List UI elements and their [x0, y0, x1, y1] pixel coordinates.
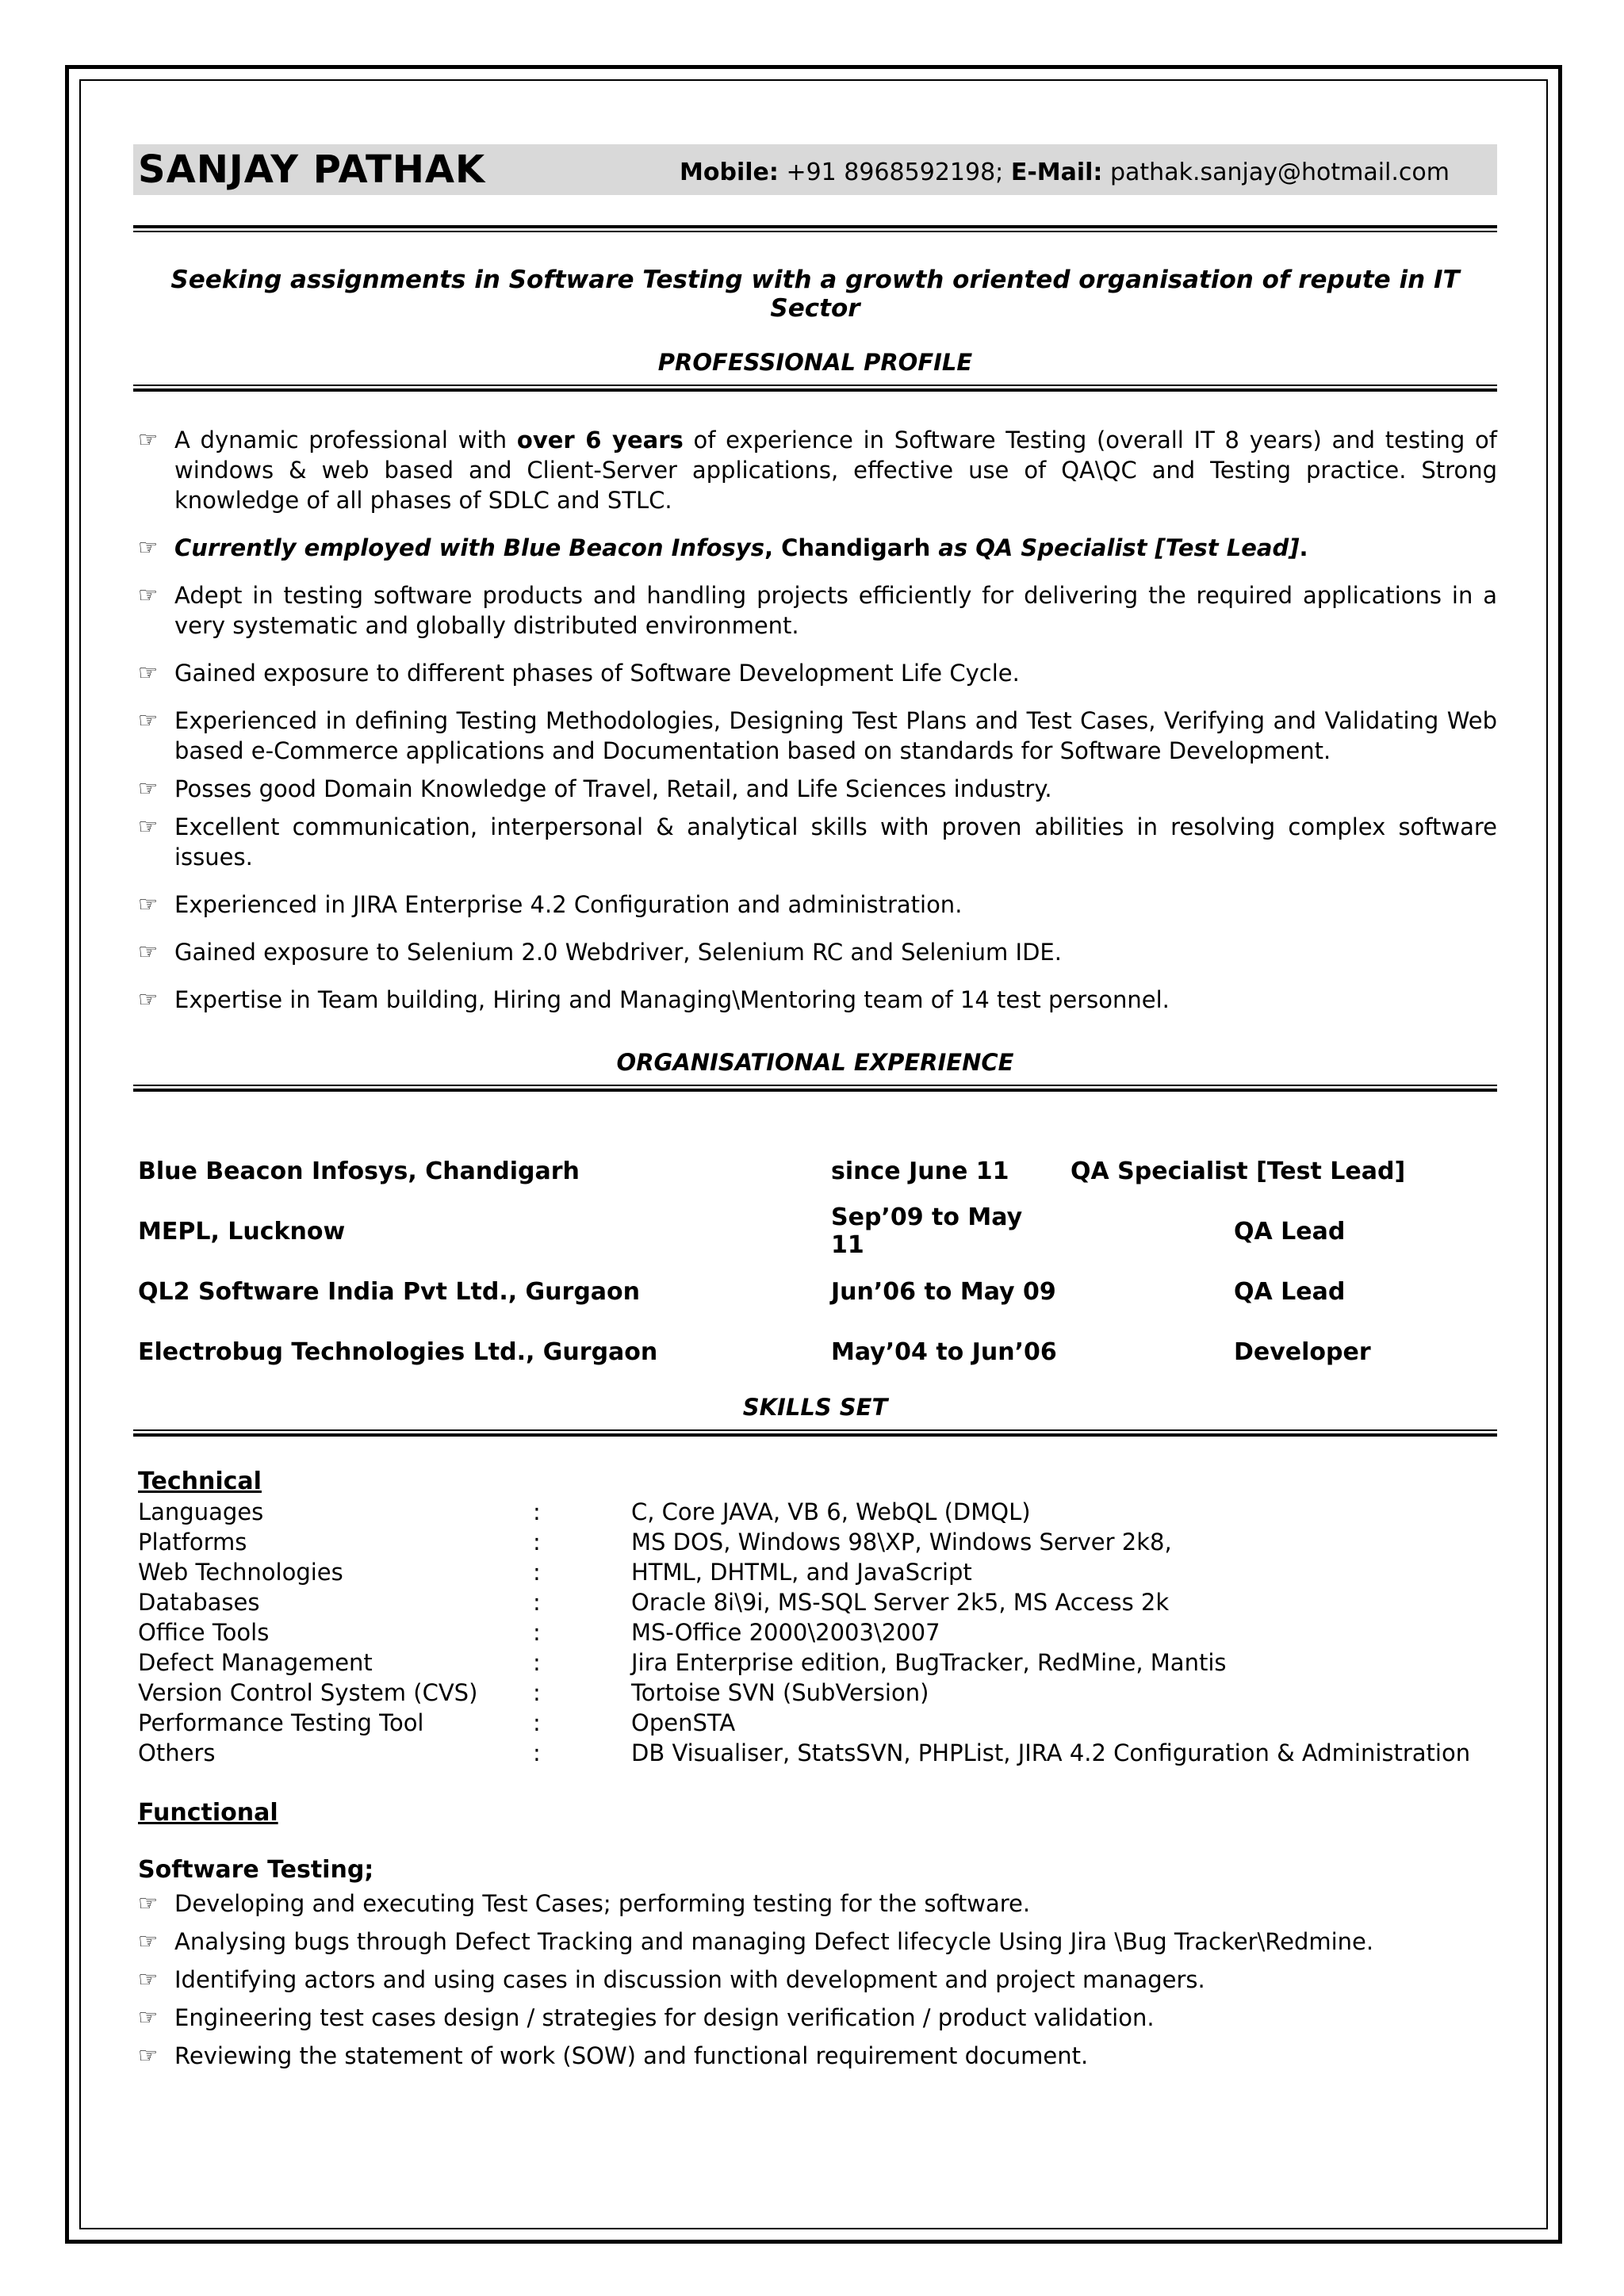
experience-table — [133, 1141, 1497, 1382]
job-role: QA Specialist [Test Lead] — [1071, 1157, 1406, 1185]
profile-divider — [133, 385, 1497, 392]
email-label: E-Mail: — [1010, 159, 1103, 186]
candidate-name: SANJAY PATHAK — [138, 147, 486, 192]
header-divider — [133, 225, 1497, 232]
software-testing-heading: Software Testing; — [138, 1856, 374, 1884]
table-row: Databases : Oracle 8i\9i, MS-SQL Server 2k5, MS Access 2k — [138, 1589, 1170, 1616]
list-item: ☞ Analysing bugs through Defect Tracking and managing Defect lifecycle Using Jira \Bug Tracker\Redmine. — [138, 1928, 1374, 1955]
functional-list — [133, 1888, 1497, 2071]
pointing-hand-icon: ☞ — [138, 1890, 159, 1916]
section-title-skills: SKILLS SET — [742, 1394, 888, 1421]
list-item: ☞ A dynamic professional with over 6 years of experience in Software Testing (overall IT 8 years) and testing of windows & web based and Client-Server applications, effective use of QA\QC and Testing practice. Strong knowledge of all phases of SDLC and STLC. — [138, 427, 1497, 514]
job-role: QA Lead — [1234, 1217, 1346, 1246]
email-address: pathak.sanjay@hotmail.com — [1109, 159, 1450, 186]
table-row: Office Tools : MS-Office 2000\2003\2007 — [138, 1619, 940, 1646]
list-item: ☞ Reviewing the statement of work (SOW) and functional requirement document. — [138, 2042, 1089, 2069]
skills-divider — [133, 1429, 1497, 1437]
employment-period: May’04 to Jun’06 — [831, 1337, 1057, 1366]
pointing-hand-icon: ☞ — [138, 891, 159, 917]
pointing-hand-icon: ☞ — [138, 582, 159, 608]
section-title-experience: ORGANISATIONAL EXPERIENCE — [616, 1049, 1014, 1076]
pointing-hand-icon: ☞ — [138, 813, 159, 840]
company-name: QL2 Software India Pvt Ltd., Gurgaon — [138, 1277, 641, 1306]
pointing-hand-icon: ☞ — [138, 2042, 159, 2068]
experience-divider — [133, 1085, 1497, 1092]
list-item: ☞ Gained exposure to Selenium 2.0 Webdriver, Selenium RC and Selenium IDE. — [138, 939, 1062, 966]
list-item: ☞ Experienced in defining Testing Methodologies, Designing Test Plans and Test Cases, Verifying and Validating Web based e-Commerce applications and Documentation based on standards for Software Development. — [138, 707, 1497, 764]
pointing-hand-icon: ☞ — [138, 1928, 159, 1954]
table-row — [133, 1322, 1497, 1382]
company-name: Blue Beacon Infosys, Chandigarh — [138, 1157, 580, 1185]
table-row: Languages : C, Core JAVA, VB 6, WebQL (DMQL) — [138, 1498, 1031, 1525]
list-item: ☞ Identifying actors and using cases in discussion with development and project managers. — [138, 1966, 1205, 1993]
list-item: ☞ Experienced in JIRA Enterprise 4.2 Configuration and administration. — [138, 891, 963, 918]
table-row: Version Control System (CVS) : Tortoise SVN (SubVersion) — [138, 1679, 929, 1706]
table-row: Platforms : MS DOS, Windows 98\XP, Windows Server 2k8, — [138, 1529, 1172, 1556]
list-item: ☞ Expertise in Team building, Hiring and Managing\Mentoring team of 14 test personnel. — [138, 986, 1170, 1013]
table-row: Web Technologies : HTML, DHTML, and JavaScript — [138, 1559, 972, 1586]
list-item: ☞ Gained exposure to different phases of Software Development Life Cycle. — [138, 660, 1020, 687]
table-row — [133, 1261, 1497, 1322]
mobile-number: +91 8968592198; — [786, 159, 1004, 186]
resume-content — [133, 144, 1497, 2071]
section-title-profile: PROFESSIONAL PROFILE — [657, 349, 973, 376]
pointing-hand-icon: ☞ — [138, 2004, 159, 2030]
pointing-hand-icon: ☞ — [138, 427, 159, 453]
table-row: Performance Testing Tool : OpenSTA — [138, 1709, 736, 1736]
pointing-hand-icon: ☞ — [138, 1966, 159, 1992]
profile-list — [133, 425, 1497, 1015]
list-item: ☞ Excellent communication, interpersonal & analytical skills with proven abilities in resolving complex software issues. — [138, 813, 1497, 871]
pointing-hand-icon: ☞ — [138, 707, 159, 733]
pointing-hand-icon: ☞ — [138, 939, 159, 965]
employment-period: Sep’09 to May 11 — [831, 1203, 1023, 1259]
table-row: Defect Management : Jira Enterprise edition, BugTracker, RedMine, Mantis — [138, 1649, 1227, 1676]
list-item: ☞ Posses good Domain Knowledge of Travel, Retail, and Life Sciences industry. — [138, 775, 1052, 802]
employment-period: Jun’06 to May 09 — [831, 1277, 1056, 1306]
table-row — [133, 1201, 1497, 1261]
resume-header — [133, 144, 1497, 195]
list-item: ☞ Engineering test cases design / strategies for design verification / product validation. — [138, 2004, 1155, 2031]
list-item: ☞ Currently employed with Blue Beacon Infosys, Chandigarh as QA Specialist [Test Lead]. — [138, 534, 1308, 561]
career-objective: Seeking assignments in Software Testing with a growth oriented organisation of repute in IT Sector — [170, 266, 1460, 323]
employment-period: since June 11 — [831, 1157, 1009, 1185]
pointing-hand-icon: ☞ — [138, 534, 159, 561]
company-name: Electrobug Technologies Ltd., Gurgaon — [138, 1337, 658, 1366]
job-role: Developer — [1234, 1337, 1371, 1366]
mobile-label: Mobile: — [680, 159, 779, 186]
pointing-hand-icon: ☞ — [138, 660, 159, 686]
table-row: Others : DB Visualiser, StatsSVN, PHPList, JIRA 4.2 Configuration & Administration — [138, 1739, 1471, 1766]
technical-heading: Technical — [138, 1468, 262, 1495]
pointing-hand-icon: ☞ — [138, 986, 159, 1012]
functional-heading: Functional — [138, 1799, 278, 1827]
table-row — [133, 1141, 1497, 1201]
pointing-hand-icon: ☞ — [138, 775, 159, 802]
contact-line — [680, 144, 1450, 201]
job-role: QA Lead — [1234, 1277, 1346, 1306]
company-name: MEPL, Lucknow — [138, 1217, 346, 1246]
technical-skills-table — [138, 1497, 1470, 1768]
list-item: ☞ Developing and executing Test Cases; performing testing for the software. — [138, 1890, 1031, 1917]
list-item: ☞ Adept in testing software products and handling projects efficiently for delivering the required applications in a very systematic and globally distributed environment. — [138, 582, 1497, 639]
